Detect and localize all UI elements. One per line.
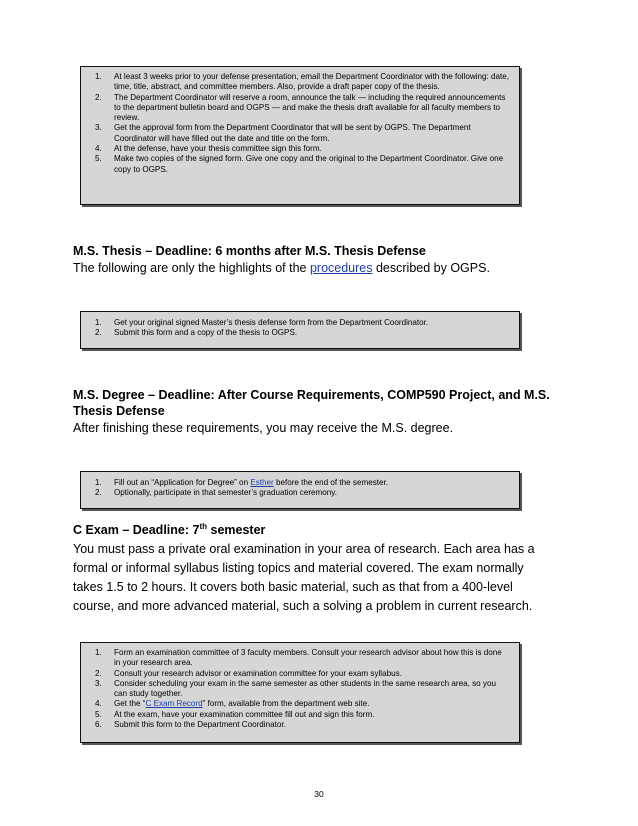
list-item: 1. Fill out an “Application for Degree” on Esther before the end of the semester. [95, 478, 389, 487]
list-item: 3. Consider scheduling your exam in the same semester as other students in the same research area, so you can study together. [95, 678, 496, 699]
procedures-link[interactable]: procedures [309, 261, 373, 275]
list-item: 5. Make two copies of the signed form. Give one copy and the original to the Department Coordinator. Give one copy to OGPS. [95, 154, 504, 174]
list-item: 1. At least 3 weeks prior to your defense presentation, email the Department Coordinator with the following: date, time, title, abstract, and committee members. Also, provide a draft paper copy of the thesis. [95, 72, 510, 92]
list-item: 3. Get the approval form from the Department Coordinator that will be sent by OGPS. The Department Coordinator will have filled out the date and title on the form. [95, 123, 471, 143]
list-item: 1. Get your original signed Master’s thesis defense form from the Department Coordinator. [95, 318, 429, 327]
ms-degree-steps-box [80, 471, 520, 509]
ms-degree-paragraph: After finishing these requirements, you may receive the M.S. degree. [73, 421, 454, 435]
list-item: 2. Submit this form and a copy of the thesis to OGPS. [95, 328, 298, 338]
list-item: 4. At the defense, have your thesis committee sign this form. [95, 144, 322, 154]
list-item: 2. Optionally, participate in that semester’s graduation ceremony. [95, 488, 337, 498]
list-item: 4. Get the “C Exam Record” form, available from the department web site. [95, 699, 370, 709]
list-item: 1. Form an examination committee of 3 faculty members. Consult your research advisor about how this is done in your research area. [95, 648, 502, 668]
ms-thesis-steps-list [95, 318, 509, 339]
c-exam-record-link[interactable]: C Exam Record [145, 699, 203, 709]
thesis-defense-steps-list [95, 72, 509, 175]
list-item: 5. At the exam, have your examination committee fill out and sign this form. [95, 709, 375, 719]
esther-link[interactable]: Esther [250, 478, 274, 487]
list-item: 6. Submit this form to the Department Coordinator. [95, 720, 286, 730]
list-item: 2. Consult your research advisor or examination committee for your exam syllabus. [95, 668, 402, 678]
ms-thesis-paragraph: The following are only the highlights of the procedures described by OGPS. [73, 261, 490, 275]
c-exam-paragraph: You must pass a private oral examination in your area of research. Each area has a formal or informal syllabus listing topics and material covered. The exam normally takes 1.5 to 2 hours. It covers both basic material, such as that from a 400-level course, and more advanced material, such a solving a problem in current research. [73, 542, 535, 613]
c-exam-steps-box [80, 642, 520, 743]
ms-degree-heading: M.S. Degree – Deadline: After Course Requirements, COMP590 Project, and M.S. Thesis Defense [73, 388, 550, 418]
ms-thesis-steps-box [80, 311, 520, 349]
ms-thesis-heading: M.S. Thesis – Deadline: 6 months after M.S. Thesis Defense [73, 244, 426, 258]
page-number: 30 [314, 789, 324, 799]
thesis-defense-steps-box [80, 66, 520, 205]
c-exam-heading: C Exam – Deadline: 7th semester [73, 521, 266, 537]
ms-degree-steps-list [95, 478, 509, 499]
list-item: 2. The Department Coordinator will reserve a room, announce the talk — including the required announcements to the department bulletin board and OGPS — and make the thesis draft available for all faculty members to review. [95, 92, 506, 123]
c-exam-steps-list [95, 648, 509, 730]
